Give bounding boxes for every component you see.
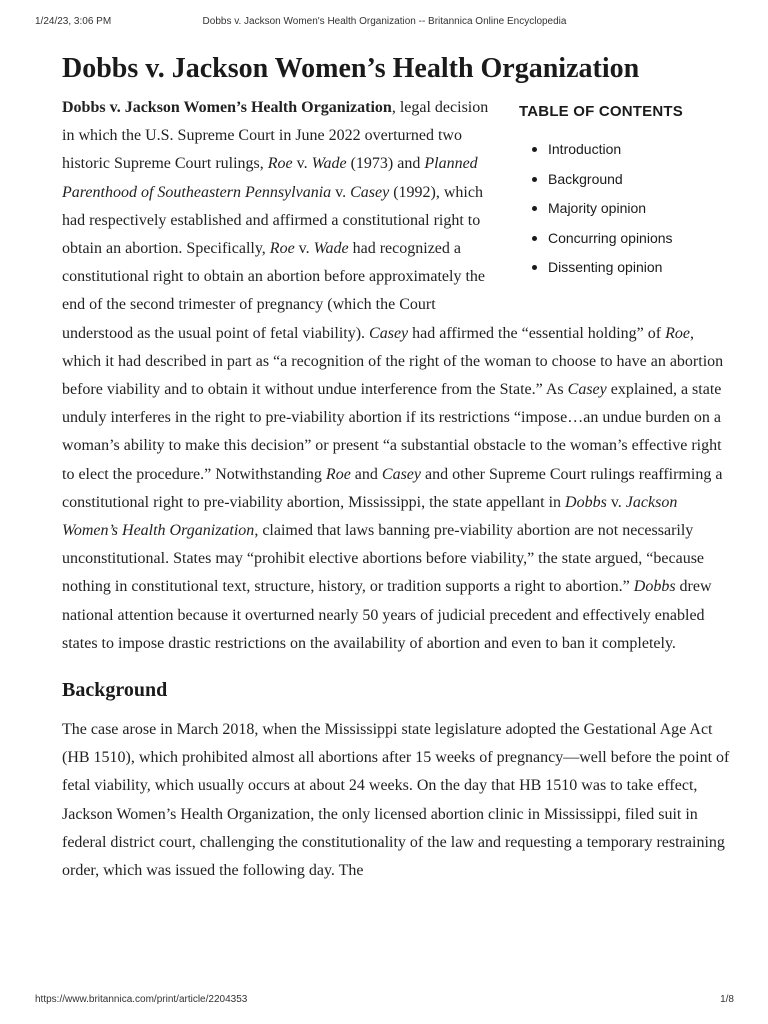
bullet-icon xyxy=(532,147,537,152)
print-page-title: Dobbs v. Jackson Women's Health Organization -- Britannica Online Encyclopedia xyxy=(202,16,567,27)
print-header xyxy=(35,16,734,32)
article-title: Dobbs v. Jackson Women’s Health Organization xyxy=(62,53,640,84)
toc-item-majority-opinion[interactable] xyxy=(532,199,737,217)
toc-item-label: Dissenting opinion xyxy=(548,259,663,275)
table-of-contents xyxy=(519,102,737,288)
print-footer xyxy=(35,994,734,1010)
toc-item-label: Concurring opinions xyxy=(548,229,673,246)
toc-list xyxy=(519,140,737,276)
toc-item-label: Majority opinion xyxy=(548,200,647,216)
toc-item-introduction[interactable] xyxy=(532,140,737,158)
toc-item-concurring-opinions[interactable] xyxy=(532,229,737,247)
bullet-icon xyxy=(532,236,537,241)
page-number: 1/8 xyxy=(720,994,734,1005)
article-content xyxy=(62,50,737,885)
bullet-icon xyxy=(532,177,537,182)
toc-item-dissenting-opinion[interactable] xyxy=(532,258,737,276)
bullet-icon xyxy=(532,206,537,211)
print-date: 1/24/23, 3:06 PM xyxy=(35,16,112,27)
toc-item-background[interactable] xyxy=(532,170,737,188)
toc-item-label: Background xyxy=(548,170,623,187)
intro-paragraph: Dobbs v. Jackson Women’s Health Organization, legal decision in which the U.S. Supreme Court in June 2022 overturned two historic Supreme Court rulings, Roe v. Wade (1973) and Planned Parenthood of Southeastern Pennsylvania v. Casey (1992), which had respectively established and affirmed a constitutional right to obtain an abortion. Specifically, Roe v. Wade had recognized a constitutional right to obtain an abortion before approximately the end of the second trimester of pregnancy (which the Court understood as the usual point of fetal viability). Casey had affirmed the “essential holding” of Roe, which it had described in part as “a recognition of the right of the woman to choose to have an abortion before viability and to obtain it without undue interference from the State.” As Casey explained, a state unduly interferes in the right to pre-viability abortion if its restrictions “impose…an undue burden on a woman’s ability to make this decision” or present “a substantial obstacle to the woman’s effective right to elect the procedure.” Notwithstanding Roe and Casey and other Supreme Court rulings reaffirming a constitutional right to pre-viability abortion, Mississippi, the state appellant in Dobbs v. Jackson Women’s Health Organization, claimed that laws banning pre-viability abortion are not necessarily unconstitutional. States may “prohibit elective abortions before viability,” the state argued, “because nothing in constitutional text, structure, history, or tradition supports a right to abortion.” Dobbs drew national attention because it overturned nearly 50 years of judicial precedent and effectively enabled states to impose drastic restrictions on the availability of abortion and even to ban it completely. xyxy=(62,99,724,652)
background-paragraph: The case arose in March 2018, when the Mississippi state legislature adopted the Gestational Age Act (HB 1510), which prohibited almost all abortions after 15 weeks of pregnancy—well before the point of fetal viability, which usually occurs at about 24 weeks. On the day that HB 1510 was to take effect, Jackson Women’s Health Organization, the only licensed abortion clinic in Mississippi, filed suit in federal district court, challenging the constitutionality of the law and requesting a temporary restraining order, which was issued the following day. The xyxy=(62,721,730,880)
lead-term: Dobbs v. Jackson Women’s Health Organization xyxy=(62,99,392,116)
section-heading-background: Background xyxy=(62,679,168,702)
print-url: https://www.britannica.com/print/article/2204353 xyxy=(35,994,248,1005)
bullet-icon xyxy=(532,265,537,270)
toc-item-label: Introduction xyxy=(548,141,622,157)
toc-heading: TABLE OF CONTENTS xyxy=(519,103,683,120)
